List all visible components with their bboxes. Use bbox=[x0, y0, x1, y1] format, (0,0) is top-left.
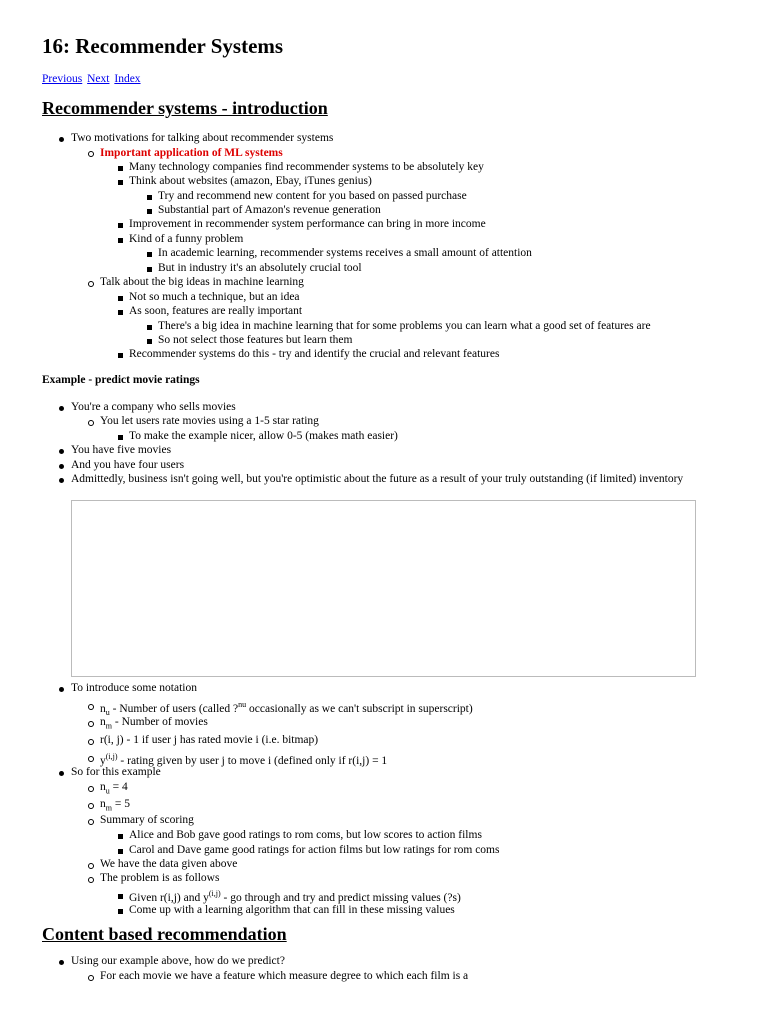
bullet bbox=[59, 464, 64, 469]
bullet bbox=[118, 310, 123, 315]
list-item: You let users rate movies using a 1-5 star rating bbox=[100, 415, 319, 427]
list-item-y: $y^{(i,j)}$ - rating given by user j to move i (defined only if r(i,j) = 1 bbox=[100, 752, 388, 767]
bullet bbox=[147, 209, 152, 214]
bullet bbox=[118, 849, 123, 854]
bullet bbox=[88, 281, 94, 287]
bullet bbox=[147, 325, 152, 330]
bullet bbox=[118, 894, 123, 899]
list-item: Two motivations for talking about recommender systems bbox=[71, 132, 334, 144]
list-item: Summary of scoring bbox=[100, 814, 194, 826]
nav-links bbox=[42, 73, 143, 85]
list-item: You're a company who sells movies bbox=[71, 401, 236, 413]
list-item: Carol and Dave game good ratings for action films but low ratings for rom coms bbox=[129, 844, 500, 856]
page-title: 16: Recommender Systems bbox=[42, 34, 284, 58]
list-item: So for this example bbox=[71, 766, 161, 778]
bullet bbox=[59, 137, 64, 142]
list-item: Improvement in recommender system performance can bring in more income bbox=[129, 218, 486, 230]
list-item: In academic learning, recommender systems receives a small amount of attention bbox=[158, 247, 532, 259]
bullet bbox=[59, 449, 64, 454]
bullet bbox=[88, 786, 94, 792]
bullet bbox=[118, 435, 123, 440]
bullet bbox=[59, 478, 64, 483]
list-item-given: Given r(i,j) and $y^{(i,j)}$ - go through and try and predict missing values (?s) bbox=[129, 889, 461, 904]
list-item-highlight: Important application of ML systems bbox=[100, 147, 283, 159]
bullet bbox=[88, 756, 94, 762]
list-item: Not so much a technique, but an idea bbox=[129, 291, 300, 303]
bullet bbox=[88, 877, 94, 883]
bullet bbox=[147, 252, 152, 257]
list-item: And you have four users bbox=[71, 459, 185, 471]
list-item: So not select those features but learn them bbox=[158, 334, 353, 346]
bullet bbox=[118, 353, 123, 358]
section-heading-content: Content based recommendation bbox=[42, 924, 287, 944]
bullet bbox=[118, 296, 123, 301]
list-item: Try and recommend new content for you based on passed purchase bbox=[158, 190, 467, 202]
bullet bbox=[118, 223, 123, 228]
list-item: There's a big idea in machine learning that for some problems you can learn what a good set of features are bbox=[158, 320, 651, 332]
list-item: Recommender systems do this - try and identify the crucial and relevant features bbox=[129, 348, 500, 360]
previous-link[interactable]: Previous bbox=[42, 73, 83, 85]
list-item: As soon, features are really important bbox=[129, 305, 303, 317]
list-item-nu: $n_u$ - Number of users (called ?$^{nu}$ occasionally as we can't subscript in superscript) bbox=[100, 700, 473, 718]
list-item: Come up with a learning algorithm that can fill in these missing values bbox=[129, 904, 455, 916]
next-link[interactable]: Next bbox=[87, 73, 110, 85]
list-item: Kind of a funny problem bbox=[129, 233, 244, 245]
bullet bbox=[118, 834, 123, 839]
list-item: To make the example nicer, allow 0-5 (makes math easier) bbox=[129, 430, 398, 442]
bullet bbox=[88, 704, 94, 710]
list-item: Think about websites (amazon, Ebay, iTunes genius) bbox=[129, 175, 372, 187]
section-heading-intro: Recommender systems - introduction bbox=[42, 98, 328, 118]
bullet bbox=[147, 339, 152, 344]
bullet bbox=[88, 819, 94, 825]
bullet bbox=[118, 180, 123, 185]
list-item: But in industry it's an absolutely crucial tool bbox=[158, 262, 362, 274]
bullet bbox=[59, 960, 64, 965]
list-item: Alice and Bob gave good ratings to rom coms, but low scores to action films bbox=[129, 829, 482, 841]
list-item: Substantial part of Amazon's revenue generation bbox=[158, 204, 381, 216]
image-placeholder bbox=[71, 500, 696, 677]
bullet bbox=[118, 166, 123, 171]
list-item: The problem is as follows bbox=[100, 872, 220, 884]
list-item: r(i, j) - 1 if user j has rated movie i (i.e. bitmap) bbox=[100, 734, 319, 746]
list-item: Using our example above, how do we predict? bbox=[71, 955, 285, 967]
index-link[interactable]: Index bbox=[114, 73, 141, 85]
bullet bbox=[88, 863, 94, 869]
bullet bbox=[59, 687, 64, 692]
subheading-example: Example - predict movie ratings bbox=[42, 374, 200, 386]
bullet bbox=[88, 420, 94, 426]
list-item: We have the data given above bbox=[100, 858, 238, 870]
list-item: Many technology companies find recommender systems to be absolutely key bbox=[129, 161, 484, 173]
list-item-nm5: $n_m = 5$ bbox=[100, 798, 130, 813]
list-item: For each movie we have a feature which measure degree to which each film is a bbox=[100, 970, 469, 982]
bullet bbox=[88, 721, 94, 727]
bullet bbox=[88, 975, 94, 981]
bullet bbox=[59, 406, 64, 411]
bullet bbox=[118, 909, 123, 914]
bullet bbox=[88, 803, 94, 809]
list-item: Admittedly, business isn't going well, but you're optimistic about the future as a result of your truly outstanding (if limited) inventory bbox=[71, 473, 684, 485]
bullet bbox=[88, 151, 94, 157]
bullet bbox=[88, 739, 94, 745]
list-item: To introduce some notation bbox=[71, 682, 197, 694]
list-item: You have five movies bbox=[71, 444, 172, 456]
list-item: Talk about the big ideas in machine learning bbox=[100, 276, 304, 288]
bullet bbox=[147, 267, 152, 272]
bullet bbox=[59, 771, 64, 776]
list-item-nu4: $n_u = 4$ bbox=[100, 781, 128, 796]
bullet bbox=[118, 238, 123, 243]
list-item-nm: $n_m$ - Number of movies bbox=[100, 716, 208, 731]
bullet bbox=[147, 195, 152, 200]
